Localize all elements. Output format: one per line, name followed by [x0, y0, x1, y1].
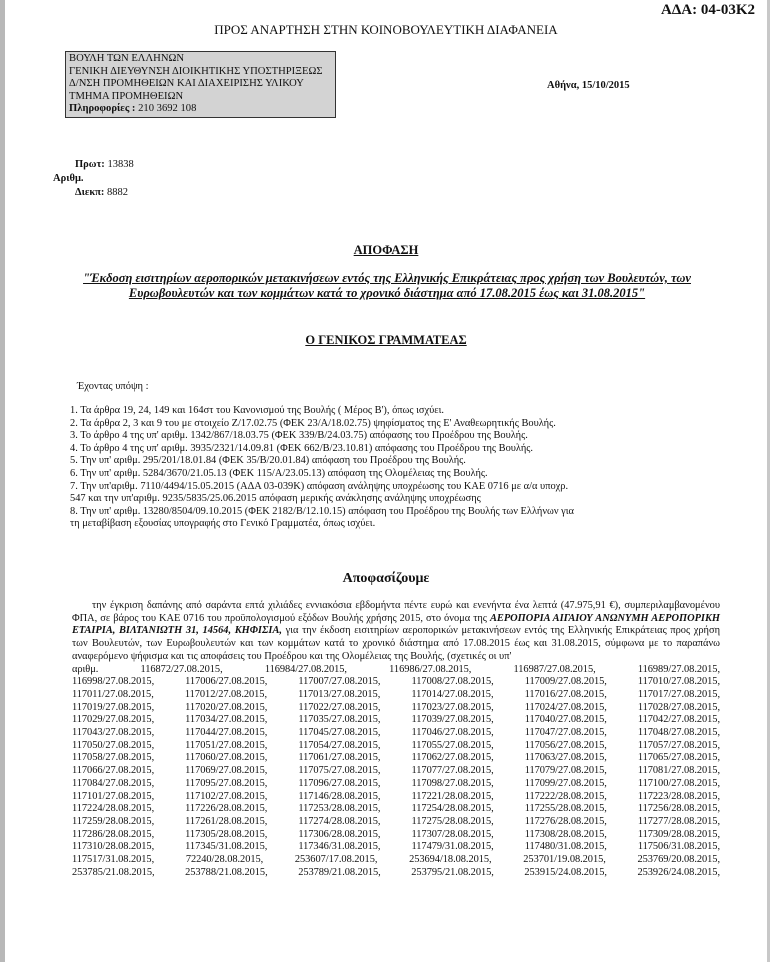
consideration-item: 6. Την υπ' αριθμ. 5284/3670/21.05.13 (ΦΕΚ 115/Α/23.05.13) απόφαση της Ολομέλειας της Βουλής. [70, 467, 488, 479]
protocol-number [53, 158, 134, 172]
consideration-item: 4. Το άρθρο 4 της υπ' αριθμ. 3935/2321/14.09.81 (ΦΕΚ 662/Β/23.10.81) απόφασης του Προέδρου της Βουλής. [70, 442, 534, 454]
decision-body [72, 600, 720, 879]
decision-purpose: για την έκδοση εισιτηρίων αεροπορικών μετακινήσεων εντός της Ελληνικής Επικράτειας προς χρήση των Βουλευτών, των Ευρωβουλευτών και των κομμάτων κατά το χρονικό διάστημα από 17.08.2015 έως και 31.08.2015, σύμφωνα με το παραπάνω αναφερόμενο ψήφισμα και τις αποφάσεις του Προέδρου και της Ολομέλειας της Βουλής, (σχετικές οι υπ' [72, 625, 721, 662]
issuer-line: ΒΟΥΛΗ ΤΩΝ ΕΛΛΗΝΩΝ [69, 53, 184, 64]
diekp-number [53, 186, 134, 200]
consideration-item: 2. Τα άρθρα 2, 3 και 9 του με στοιχείο Ζ/17.02.75 (ΦΕΚ 23/Α/18.02.75) ψηφίσματος της Ε' Αναθεωρητικής Βουλής. [70, 417, 556, 429]
supplier-name: ΑΕΡΟΠΟΡΙΑ ΑΙΓΑΙΟΥ ΑΝΩΝΥΜΗ ΑΕΡΟΠΟΡΙΚΗ ΕΤΑΙΡΙΑ, ΒΙΛΤΑΝΙΩΤΗ 31, 14564, ΚΗΦΙΣΙΑ, [72, 612, 720, 637]
reference-line: 117310/28.08.2015, 117345/31.08.2015, 117346/31.08.2015, 117479/31.08.2015, 117480/31.08.2015, 117506/31.08.2015, [72, 841, 720, 853]
signatory-title: Ο ΓΕΝΙΚΟΣ ΓΡΑΜΜΑΤΕΑΣ [305, 333, 467, 347]
having-regard-label: Έχοντας υπόψη : [77, 381, 149, 392]
consideration-item: 3. Το άρθρο 4 της υπ' αριθμ. 1342/867/18.03.75 (ΦΕΚ 339/Β/24.03.75) απόφασης του Προέδρου της Βουλής. [70, 430, 528, 442]
consideration-item: 547 και την υπ'αριθμ. 9235/5835/25.06.2015 απόφαση μερικής ανάκλησης ανάληψης υποχρέωσης [70, 493, 481, 505]
decision-heading: Αποφασίζουμε [342, 571, 430, 586]
reference-line: 117043/27.08.2015, 117044/27.08.2015, 117045/27.08.2015, 117046/27.08.2015, 117047/27.08.2015, 117048/27.08.2015, [72, 727, 720, 739]
issuer-line: ΓΕΝΙΚΗ ΔΙΕΥΘΥΝΣΗ ΔΙΟΙΚΗΤΙΚΗΣ ΥΠΟΣΤΗΡΙΞΕΩΣ [69, 65, 323, 77]
posting-notice: ΠΡΟΣ ΑΝΑΡΤΗΣΗ ΣΤΗΝ ΚΟΙΝΟΒΟΥΛΕΥΤΙΚΗ ΔΙΑΦΑΝΕΙΑ [214, 22, 558, 37]
document-subject: "Έκδοση εισιτηρίων αεροπορικών μετακινήσεων εντός της Ελληνικής Επικράτειας προς χρήση των Βουλευτών, των Ευρωβουλευτών και των κομμάτων κατά το χρονικό διάστημα από 17.08.2015 έως και 31.08.2015" [83, 271, 691, 300]
reference-line: 117517/31.08.2015, 72240/28.08.2015, 253607/17.08.2015, 253694/18.08.2015, 253701/19.08.2015, 253769/20.08.2015, [72, 854, 720, 866]
document-date: Αθήνα, 15/10/2015 [547, 80, 630, 91]
issuer-line: Δ/ΝΣΗ ΠΡΟΜΗΘΕΙΩΝ ΚΑΙ ΔΙΑΧΕΙΡΙΣΗΣ ΥΛΙΚΟΥ [69, 78, 304, 89]
diekp-value: 8882 [104, 187, 129, 198]
reference-line: 253785/21.08.2015, 253788/21.08.2015, 253789/21.08.2015, 253795/21.08.2015, 253915/24.08.2015, 253926/24.08.2015, [72, 866, 720, 878]
reference-line: αριθμ. 116872/27.08.2015, 116984/27.08.2015, 116986/27.08.2015, 116987/27.08.2015, 116989/27.08.2015, [72, 663, 720, 675]
consideration-item: 5. Την υπ' αριθμ. 295/201/18.01.84 (ΦΕΚ 35/Β/20.01.84) απόφαση του Προέδρου της Βουλής. [70, 455, 466, 467]
decision-intro: την έγκριση δαπάνης από σαράντα επτά χιλιάδες εννιακόσια εβδομήντα πέντε ευρώ και ενενήντα ένα λεπτά (47.975,91 €), συμπεριλαμβανομένου ΦΠΑ, σε βάρος του ΚΑΕ 0716 του προϋπολογισμού εξόδων Βουλής χρήσης 2015, στο όνομα της [72, 600, 720, 624]
reference-line: 117084/27.08.2015, 117095/27.08.2015, 117096/27.08.2015, 117098/27.08.2015, 117099/27.08.2015, 117100/27.08.2015, [72, 777, 720, 789]
reference-line: 117029/27.08.2015, 117034/27.08.2015, 117035/27.08.2015, 117039/27.08.2015, 117040/27.08.2015, 117042/27.08.2015, [72, 714, 720, 726]
reference-line: 117259/28.08.2015, 117261/28.08.2015, 117274/28.08.2015, 117275/28.08.2015, 117276/28.08.2015, 117277/28.08.2015, [72, 815, 720, 827]
reference-line: 117050/27.08.2015, 117051/27.08.2015, 117054/27.08.2015, 117055/27.08.2015, 117056/27.08.2015, 117057/27.08.2015, [72, 739, 720, 751]
info-label: Πληροφορίες : [69, 103, 136, 114]
reference-line: 117101/27.08.2015, 117102/27.08.2015, 117146/28.08.2015, 117221/28.08.2015, 117222/28.08.2015, 117223/28.08.2015, [72, 790, 720, 802]
info-line [69, 103, 331, 116]
document-title: ΑΠΟΦΑΣΗ [353, 243, 419, 257]
decision-paragraph [72, 600, 720, 664]
arithm-label: Αριθμ. [53, 173, 84, 184]
reference-line: 117058/27.08.2015, 117060/27.08.2015, 117061/27.08.2015, 117062/27.08.2015, 117063/27.08.2015, 117065/27.08.2015, [72, 752, 720, 764]
issuer-line: ΤΜΗΜΑ ΠΡΟΜΗΘΕΙΩΝ [69, 90, 184, 102]
prot-value: 13838 [104, 159, 134, 170]
reference-line: 117286/28.08.2015, 117305/28.08.2015, 117306/28.08.2015, 117307/28.08.2015, 117308/28.08.2015, 117309/28.08.2015, [72, 828, 720, 840]
prot-label: Πρωτ: [75, 159, 105, 170]
reference-line: 117224/28.08.2015, 117226/28.08.2015, 117253/28.08.2015, 117254/28.08.2015, 117255/28.08.2015, 117256/28.08.2015, [72, 803, 720, 815]
considerations-list [70, 405, 720, 531]
info-phone: 210 3692 108 [135, 103, 197, 114]
consideration-item: 7. Την υπ'αριθμ. 7110/4494/15.05.2015 (ΑΔΑ 03-039Κ) απόφαση ανάληψης υποχρέωσης του ΚΑΕ 0716 με α/α υποχρ. [70, 480, 569, 492]
ada-code: ΑΔΑ: 04-03Κ2 [661, 2, 755, 18]
consideration-item: 1. Τα άρθρα 19, 24, 149 και 164στ του Κανονισμού της Βουλής ( Μέρος Β'), όπως ισχύει. [70, 405, 444, 416]
document-page [5, 0, 767, 962]
protocol-block [53, 158, 134, 200]
reference-line: 116998/27.08.2015, 117006/27.08.2015, 117007/27.08.2015, 117008/27.08.2015, 117009/27.08.2015, 117010/27.08.2015, [72, 676, 720, 688]
consideration-item: 8. Την υπ' αριθμ. 13280/8504/09.10.2015 (ΦΕΚ 2182/Β/12.10.15) απόφαση του Προέδρου της Βουλής των Ελλήνων για [70, 505, 574, 517]
diekp-label: Διεκπ: [75, 187, 105, 198]
reference-line: 117019/27.08.2015, 117020/27.08.2015, 117022/27.08.2015, 117023/27.08.2015, 117024/27.08.2015, 117028/27.08.2015, [72, 701, 720, 713]
reference-line: 117011/27.08.2015, 117012/27.08.2015, 117013/27.08.2015, 117014/27.08.2015, 117016/27.08.2015, 117017/27.08.2015, [72, 688, 720, 700]
issuer-box [65, 51, 336, 118]
reference-line: 117066/27.08.2015, 117069/27.08.2015, 117075/27.08.2015, 117077/27.08.2015, 117079/27.08.2015, 117081/27.08.2015, [72, 765, 720, 777]
consideration-item: τη μεταβίβαση εξουσίας υπογραφής στο Γενικό Γραμματέα, όπως ισχύει. [70, 518, 376, 530]
